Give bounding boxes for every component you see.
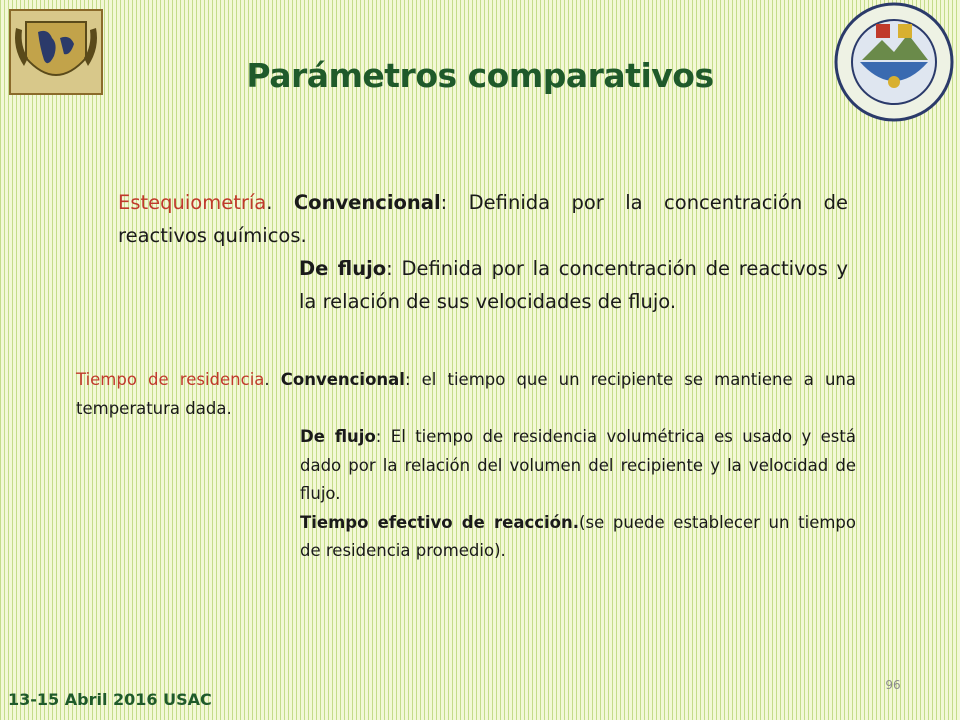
residence-term: Tiempo de residencia: [76, 370, 265, 389]
residence-separator: .: [264, 370, 281, 389]
residence-conventional-text: : el tiempo que un recipiente se mantiene a una temperatura dada.: [76, 370, 856, 418]
usac-seal-logo: [832, 0, 956, 124]
residence-conventional-label: Convencional: [280, 370, 405, 389]
residence-effective: [76, 509, 856, 566]
stoichiometry-conventional-text: : Definida por la concentración de reactivos químicos.: [118, 191, 848, 247]
stoichiometry-separator: .: [266, 191, 294, 214]
footer-date: 13-15 Abril 2016 USAC: [8, 690, 212, 709]
residence-conventional: [76, 366, 856, 423]
residence-flow-label: De flujo: [300, 427, 376, 446]
stoichiometry-term: Estequiometría: [118, 191, 267, 214]
stoichiometry-flow-text: : Definida por la concentración de reactivos y la relación de sus velocidades de flujo.: [299, 257, 849, 313]
slide-title: Parámetros comparativos: [246, 56, 714, 95]
residence-flow: [76, 423, 856, 509]
residence-effective-label: Tiempo efectivo de reacción.: [300, 512, 580, 532]
residence-time-block: [76, 366, 856, 566]
stoichiometry-block: [118, 186, 848, 318]
page-number: 96: [885, 678, 901, 692]
residence-effective-text: (se puede establecer un tiempo de residencia promedio).: [300, 512, 856, 560]
stoichiometry-conventional-label: Convencional: [293, 191, 441, 214]
residence-flow-text: : El tiempo de residencia volumétrica es usado y está dado por la relación del volumen del recipiente y la velocidad de flujo.: [300, 427, 856, 503]
stoichiometry-conventional: [118, 186, 848, 252]
stoichiometry-flow: [118, 252, 848, 318]
stoichiometry-flow-label: De flujo: [299, 257, 387, 280]
